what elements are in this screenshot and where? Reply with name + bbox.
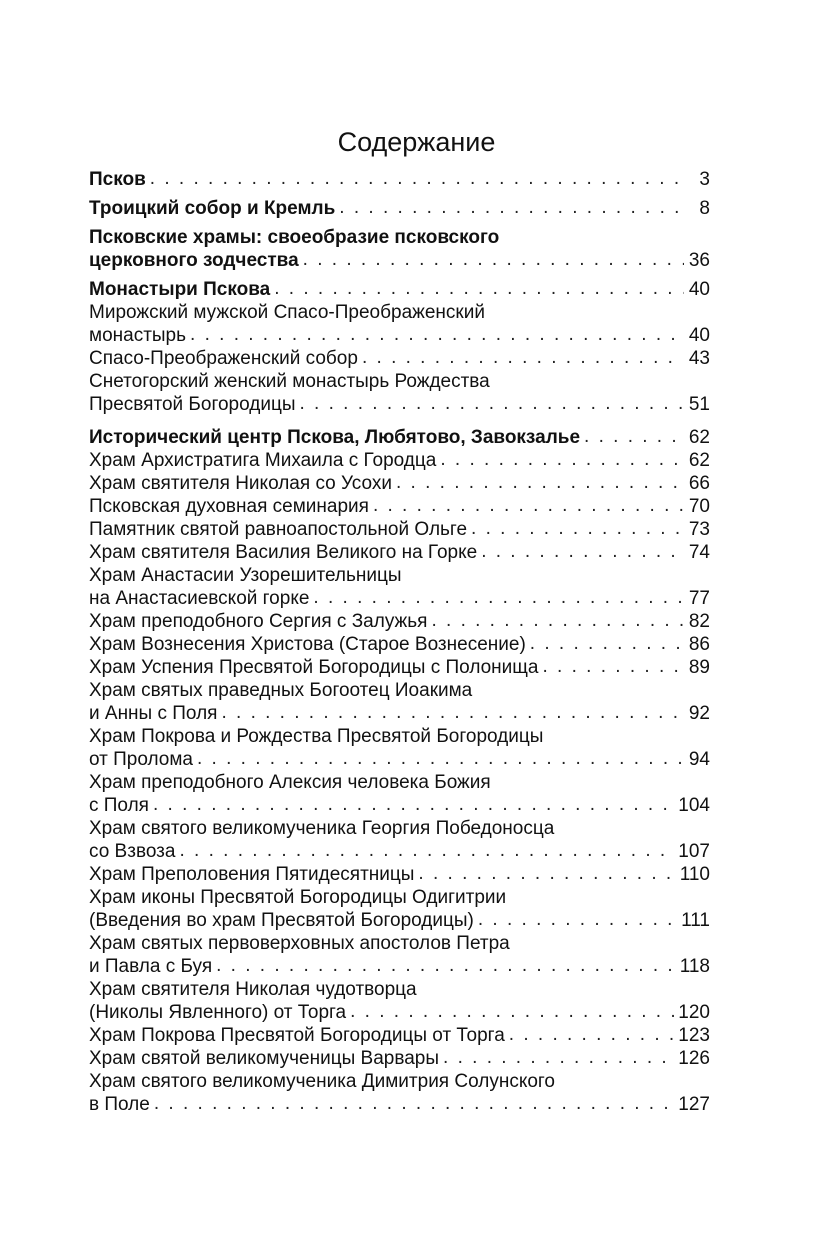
toc-entry-title: Храм Вознесения Христова (Старое Вознесение) xyxy=(89,634,526,655)
toc-line xyxy=(89,168,710,191)
toc-entry-title: Снетогорский женский монастырь Рождества xyxy=(89,371,490,392)
toc-line xyxy=(89,393,710,416)
toc-entry xyxy=(89,725,710,771)
toc-entry-title: Монастыри Пскова xyxy=(89,279,271,300)
toc-line xyxy=(89,725,710,748)
toc-line xyxy=(89,541,710,564)
toc-line xyxy=(89,1093,710,1116)
toc-line xyxy=(89,610,710,633)
toc-page-number: 126 xyxy=(678,1048,710,1069)
toc-line xyxy=(89,472,710,495)
toc-entry xyxy=(89,168,710,191)
toc-page-number: 111 xyxy=(681,910,710,931)
toc-page-number: 104 xyxy=(678,795,710,816)
toc-page-number: 86 xyxy=(688,634,710,655)
dot-leader xyxy=(339,196,684,219)
toc-entry-title: Исторический центр Пскова, Любятово, Завокзалье xyxy=(89,427,581,448)
toc-page-number: 66 xyxy=(688,473,710,494)
toc-entry-title: Храм преподобного Сергия с Залужья xyxy=(89,611,428,632)
toc-line xyxy=(89,840,710,863)
toc-entry-title: (Введения во храм Пресвятой Богородицы) xyxy=(89,910,474,931)
toc-entry xyxy=(89,564,710,610)
toc-entry-title: Мирожский мужской Спасо-Преображенский xyxy=(89,302,485,323)
toc-line xyxy=(89,978,710,1001)
toc-entry-title: в Поле xyxy=(89,1094,150,1115)
dot-leader xyxy=(362,346,684,369)
dot-leader xyxy=(179,839,674,862)
toc-entry xyxy=(89,278,710,301)
toc-entry-title: и Павла с Буя xyxy=(89,956,213,977)
toc-line xyxy=(89,886,710,909)
toc-line xyxy=(89,347,710,370)
toc-entry-title: Храм иконы Пресвятой Богородицы Одигитрии xyxy=(89,887,507,908)
toc-entry xyxy=(89,301,710,347)
dot-leader xyxy=(221,701,684,724)
toc-line xyxy=(89,633,710,656)
dot-leader xyxy=(418,862,675,885)
toc-entry-title: Храм святителя Николая чудотворца xyxy=(89,979,417,1000)
toc-entry-title: Троицкий собор и Кремль xyxy=(89,198,336,219)
toc-page-number: 127 xyxy=(678,1094,710,1115)
toc-entry-title: от Пролома xyxy=(89,749,193,770)
toc-page-number: 8 xyxy=(699,198,710,219)
toc-entry xyxy=(89,1047,710,1070)
dot-leader xyxy=(584,425,684,448)
toc-line xyxy=(89,426,710,449)
dot-leader xyxy=(396,471,684,494)
dot-leader xyxy=(471,517,684,540)
toc-entry xyxy=(89,518,710,541)
toc-entry-title: Храм Покрова Пресвятой Богородицы от Торга xyxy=(89,1025,505,1046)
toc-page-number: 40 xyxy=(688,325,710,346)
toc-entry-title: Храм Архистратига Михаила с Городца xyxy=(89,450,437,471)
toc-line xyxy=(89,495,710,518)
toc-entry xyxy=(89,426,710,449)
toc-page-number: 36 xyxy=(688,250,710,271)
toc-entry-title: (Николы Явленного) от Торга xyxy=(89,1002,347,1023)
dot-leader xyxy=(150,167,684,190)
toc-entry xyxy=(89,472,710,495)
dot-leader xyxy=(509,1023,675,1046)
dot-leader xyxy=(274,277,684,300)
toc-page-number: 123 xyxy=(678,1025,710,1046)
toc-page-number: 118 xyxy=(679,956,710,977)
toc-entry-title: Храм святой великомученицы Варвары xyxy=(89,1048,440,1069)
toc-entry-title: Храм святого великомученика Георгия Победоносца xyxy=(89,818,555,839)
toc-page-number: 89 xyxy=(688,657,710,678)
toc-entry-title: Храм святителя Василия Великого на Горке xyxy=(89,542,478,563)
toc-entry xyxy=(89,863,710,886)
toc-line xyxy=(89,518,710,541)
toc-entry xyxy=(89,610,710,633)
toc-line xyxy=(89,955,710,978)
toc-entry-title: и Анны с Поля xyxy=(89,703,218,724)
toc-line xyxy=(89,909,710,932)
toc-entry xyxy=(89,656,710,679)
toc-entry-title: Храм Анастасии Узорешительницы xyxy=(89,565,402,586)
toc-entry xyxy=(89,886,710,932)
toc-line xyxy=(89,278,710,301)
toc-entry xyxy=(89,541,710,564)
toc-line xyxy=(89,324,710,347)
toc-line xyxy=(89,587,710,610)
dot-leader xyxy=(543,655,685,678)
toc-line xyxy=(89,817,710,840)
toc-entry xyxy=(89,370,710,416)
toc-entry-title: Храм Успения Пресвятой Богородицы с Полонища xyxy=(89,657,539,678)
toc-entry xyxy=(89,978,710,1024)
toc-page-number: 120 xyxy=(678,1002,710,1023)
toc-entry-title: Спасо-Преображенский собор xyxy=(89,348,358,369)
toc-line xyxy=(89,679,710,702)
dot-leader xyxy=(478,908,677,931)
toc-entry-title: со Взвоза xyxy=(89,841,176,862)
toc-entry-title: Храм святителя Николая со Усохи xyxy=(89,473,392,494)
toc-line xyxy=(89,1001,710,1024)
toc-page-number: 62 xyxy=(688,427,710,448)
toc-entry-title: Псковские храмы: своеобразие псковского xyxy=(89,227,500,248)
toc-page-number: 110 xyxy=(679,864,710,885)
toc-line xyxy=(89,656,710,679)
toc-line xyxy=(89,449,710,472)
dot-leader xyxy=(440,448,684,471)
toc-entry xyxy=(89,1070,710,1116)
toc-page-number: 107 xyxy=(678,841,710,862)
toc-line xyxy=(89,301,710,324)
toc-entry xyxy=(89,495,710,518)
toc-page-number: 92 xyxy=(688,703,710,724)
toc-entry xyxy=(89,226,710,272)
toc-entry-title: монастырь xyxy=(89,325,187,346)
dot-leader xyxy=(303,248,684,271)
toc-page-number: 77 xyxy=(688,588,710,609)
toc-line xyxy=(89,249,710,272)
toc-page-number: 3 xyxy=(699,169,710,190)
toc-page-number: 74 xyxy=(688,542,710,563)
toc-page-number: 70 xyxy=(688,496,710,517)
dot-leader xyxy=(443,1046,674,1069)
toc-entry-title: церковного зодчества xyxy=(89,250,299,271)
toc-entry xyxy=(89,771,710,817)
dot-leader xyxy=(481,540,684,563)
toc-page-number: 40 xyxy=(688,279,710,300)
toc-line xyxy=(89,564,710,587)
toc-line xyxy=(89,1047,710,1070)
toc-line xyxy=(89,370,710,393)
toc-line xyxy=(89,702,710,725)
dot-leader xyxy=(350,1000,674,1023)
toc-entry xyxy=(89,679,710,725)
toc-page-number: 51 xyxy=(688,394,710,415)
toc-page-number: 73 xyxy=(688,519,710,540)
dot-leader xyxy=(530,632,684,655)
dot-leader xyxy=(197,747,684,770)
toc-page-number: 43 xyxy=(688,348,710,369)
toc-page-number: 62 xyxy=(688,450,710,471)
toc-entry-title: Храм Преполовения Пятидесятницы xyxy=(89,864,415,885)
dot-leader xyxy=(216,954,676,977)
toc-page-number: 94 xyxy=(688,749,710,770)
toc-entry-title: Псков xyxy=(89,169,146,190)
dot-leader xyxy=(373,494,684,517)
dot-leader xyxy=(154,1092,674,1115)
toc-line xyxy=(89,771,710,794)
dot-leader xyxy=(431,609,684,632)
toc-line xyxy=(89,1024,710,1047)
toc-entry-title: Храм святых праведных Богоотец Иоакима xyxy=(89,680,473,701)
toc-line xyxy=(89,863,710,886)
toc-entry xyxy=(89,1024,710,1047)
toc-entry xyxy=(89,197,710,220)
dot-leader xyxy=(190,323,684,346)
toc-line xyxy=(89,932,710,955)
toc-entry-title: на Анастасиевской горке xyxy=(89,588,310,609)
toc-line xyxy=(89,226,710,249)
page-title: Содержание xyxy=(337,127,496,157)
toc-entry xyxy=(89,817,710,863)
toc-entry-title: Храм святого великомученика Димитрия Солунского xyxy=(89,1071,555,1092)
toc-entry-title: Храм Покрова и Рождества Пресвятой Богородицы xyxy=(89,726,544,747)
toc-entry xyxy=(89,932,710,978)
toc-entry-title: Храм святых первоверховных апостолов Петра xyxy=(89,933,510,954)
toc-entry xyxy=(89,347,710,370)
toc-entry-title: с Поля xyxy=(89,795,149,816)
dot-leader xyxy=(313,586,684,609)
toc-line xyxy=(89,1070,710,1093)
toc-entry xyxy=(89,449,710,472)
toc-page-number: 82 xyxy=(688,611,710,632)
toc-entry-title: Пресвятой Богородицы xyxy=(89,394,296,415)
toc-line xyxy=(89,748,710,771)
toc-line xyxy=(89,197,710,220)
toc-entry xyxy=(89,633,710,656)
dot-leader xyxy=(299,392,684,415)
toc-entry-title: Псковская духовная семинария xyxy=(89,496,369,517)
dot-leader xyxy=(153,793,674,816)
toc-line xyxy=(89,794,710,817)
table-of-contents xyxy=(89,168,710,1116)
toc-entry-title: Памятник святой равноапостольной Ольге xyxy=(89,519,468,540)
toc-entry-title: Храм преподобного Алексия человека Божия xyxy=(89,772,491,793)
